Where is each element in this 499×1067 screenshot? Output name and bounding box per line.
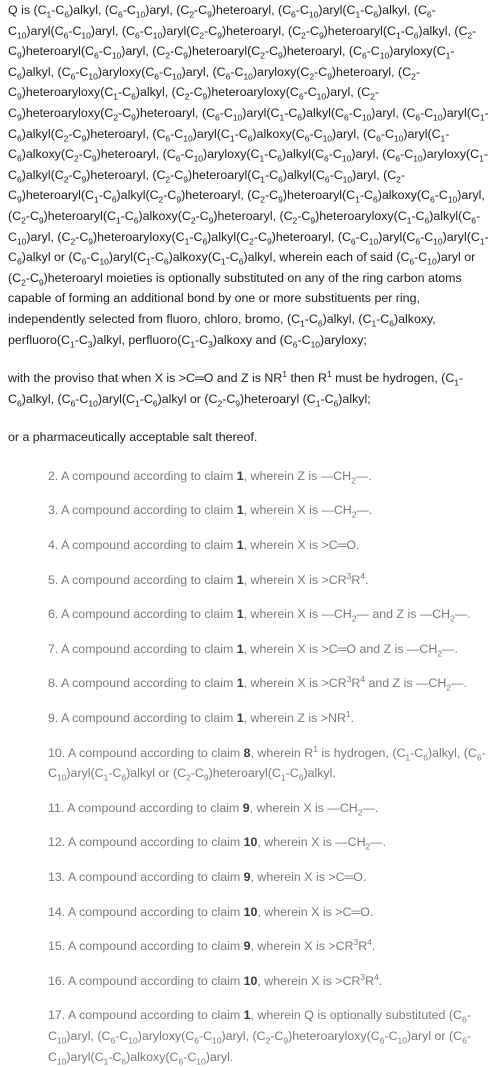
- dependent-claim: 13. A compound according to claim 9, wherein X is >C═O.: [48, 870, 367, 884]
- claim-1-proviso: with the proviso that when X is >C═O and Z is $NR^1$ then $R^1$ must be hydrogen, $(C_1-C_6)alkyl$, $(C_6-C_{10})aryl(C_1-C_6)alkyl$ or $(C_2-C_9)heteroaryl$ $(C_1-C_6)alkyl$;: [8, 368, 464, 409]
- dependent-claims-list: [8, 466, 490, 1067]
- dependent-claim: 11. A compound according to claim 9, wherein X is $—CH_2—$.: [48, 800, 379, 818]
- dependent-claim: 7. A compound according to claim 1, wherein X is >C═O and Z is $—CH_2—$.: [48, 641, 458, 659]
- dependent-claim: 16. A compound according to claim 10, wherein X is $>CR^3R^4$.: [48, 971, 383, 988]
- dependent-claim: 2. A compound according to claim 1, wherein Z is $—CH_2—$.: [48, 468, 372, 486]
- claim-1-q-definition: Q is $(C_1-C_6)alkyl$, $(C_6-C_{10})aryl$, $(C_2-C_9)heteroaryl$, $(C_6-C_{10})aryl(C_1-C_6)alkyl$, $(C_6-C_{10})aryl(C_6-C_{10})aryl$, $(C_6-C_{10})aryl(C_2-C_9)heteroaryl$, $(C_2-C_9)heteroaryl(C_1-C_6)alkyl$, $(C_2-C_9)heteroaryl(C_6-C_{10})aryl$, $(C_2-C_9)heteroaryl(C_2-C_9)heteroaryl$, $(C_6-C_{10})aryloxy(C_1-C_6)alkyl$, $(C_6-C_{10})aryloxy(C_6-C_{10})aryl$, $(C_6-C_{10})aryloxy(C_2-C_9)heteroaryl$, $(C_2-C_9)heteroaryloxy(C_1-C_6)alkyl$, $(C_2-C_9)heteroaryloxy(C_6-C_{10})aryl$, $(C_2-C_9)heteroaryloxy(C_2-C_9)heteroaryl$, $(C_6-C_{10})aryl(C_1-C_6)alkyl(C_6-C_{10})aryl$, $(C_6-C_{10})aryl(C_1-C_6)alkyl(C_2-C_9)heteroaryl$, $(C_6-C_{10})aryl(C_1-C_6)alkoxy(C_6-C_{10})aryl$, $(C_6-C_{10})aryl(C_1-C_6)alkoxy(C_2-C_9)heteroaryl$, $(C_6-C_{10})aryloxy(C_1-C_6)alkyl(C_6-C_{10})aryl$, $(C_6-C_{10})aryloxy(C_1-C_6)alkyl(C_2-C_9)heteroaryl$, $(C_2-C_9)heteroaryl(C_1-C_6)alkyl(C_6-C_{10})aryl$, $(C_2-C_9)heteroaryl(C_1-C_6)alkyl(C_2-C_9)heteroaryl$, $(C_2-C_9)heteroaryl(C_1-C_6)alkoxy(C_6-C_{10})aryl$, $(C_2-C_9)heteroaryl(C_1-C_6)alkoxy(C_2-C_9)heteroaryl$, $(C_2-C_9)heteroaryloxy(C_1-C_6)alkyl(C_6-C_{10})aryl$, $(C_2-C_9)heteroaryloxy(C_1-C_6)alkyl(C_2-C_9)heteroaryl$, $(C_6-C_{10})aryl(C_6-C_{10})aryl(C_1-C_6)alkyl$ or $(C_6-C_{10})aryl(C_1-C_6)alkoxy(C_1-C_6)alkyl$, wherein each of said $(C_6-C_{10})aryl$ or $(C_2-C_9)heteroaryl$ moieties is optionally substituted on any of the ring carbon atoms capable of forming an additional bond by one or more substituents per ring, independently selected from fluoro, chloro, bromo, $(C_1-C_6)alkyl$, $(C_1-C_6)alkoxy$, $perfluoro(C_1-C_3)alkyl$, $perfluoro(C_1-C_3)alkoxy$ and $(C_6-C_{10})aryloxy$;: [8, 3, 489, 349]
- dependent-claim: 5. A compound according to claim 1, wherein X is $>CR^3R^4$.: [48, 570, 369, 587]
- dependent-claim: 8. A compound according to claim 1, wherein X is $>CR^3R^4$ and Z is $—CH_2—$.: [48, 674, 467, 693]
- dependent-claim: 4. A compound according to claim 1, wherein X is >C═O.: [48, 538, 360, 553]
- dependent-claim: 15. A compound according to claim 9, wherein X is $>CR^3R^4$.: [48, 937, 376, 954]
- dependent-claim: 3. A compound according to claim 1, wherein X is $—CH_2—$.: [48, 503, 373, 520]
- dependent-claim: 17. A compound according to claim 1, wherein Q is optionally substituted $(C_6-C_{10})aryl$, $(C_6-C_{10})aryloxy(C_6-C_{10})aryl$, $(C_2-C_9)heteroaryloxy(C_6-C_{10})aryl$ or $(C_6-C_{10})aryl(C_1-C_6)alkoxy(C_6-C_{10})aryl$.: [48, 1008, 471, 1067]
- dependent-claim: 10. A compound according to claim 8, wherein $R^1$ is hydrogen, $(C_1-C_6)alkyl$, $(C_6-C_{10})aryl(C_1-C_6)alkyl$ or $(C_2-C_9)heteroaryl(C_1-C_6)alkyl$.: [48, 743, 486, 783]
- dependent-claim: 14. A compound according to claim 10, wherein X is >C═O.: [48, 904, 374, 919]
- claim-1-salt-clause: or a pharmaceutically acceptable salt thereof.: [8, 430, 258, 445]
- dependent-claim: 9. A compound according to claim 1, wherein Z is $>NR^1$.: [48, 708, 355, 726]
- dependent-claim: 6. A compound according to claim 1, wherein X is $—CH_2—$ and Z is $—CH_2—$.: [48, 607, 471, 624]
- dependent-claim: 12. A compound according to claim 10, wherein X is $—CH_2—$.: [48, 835, 387, 852]
